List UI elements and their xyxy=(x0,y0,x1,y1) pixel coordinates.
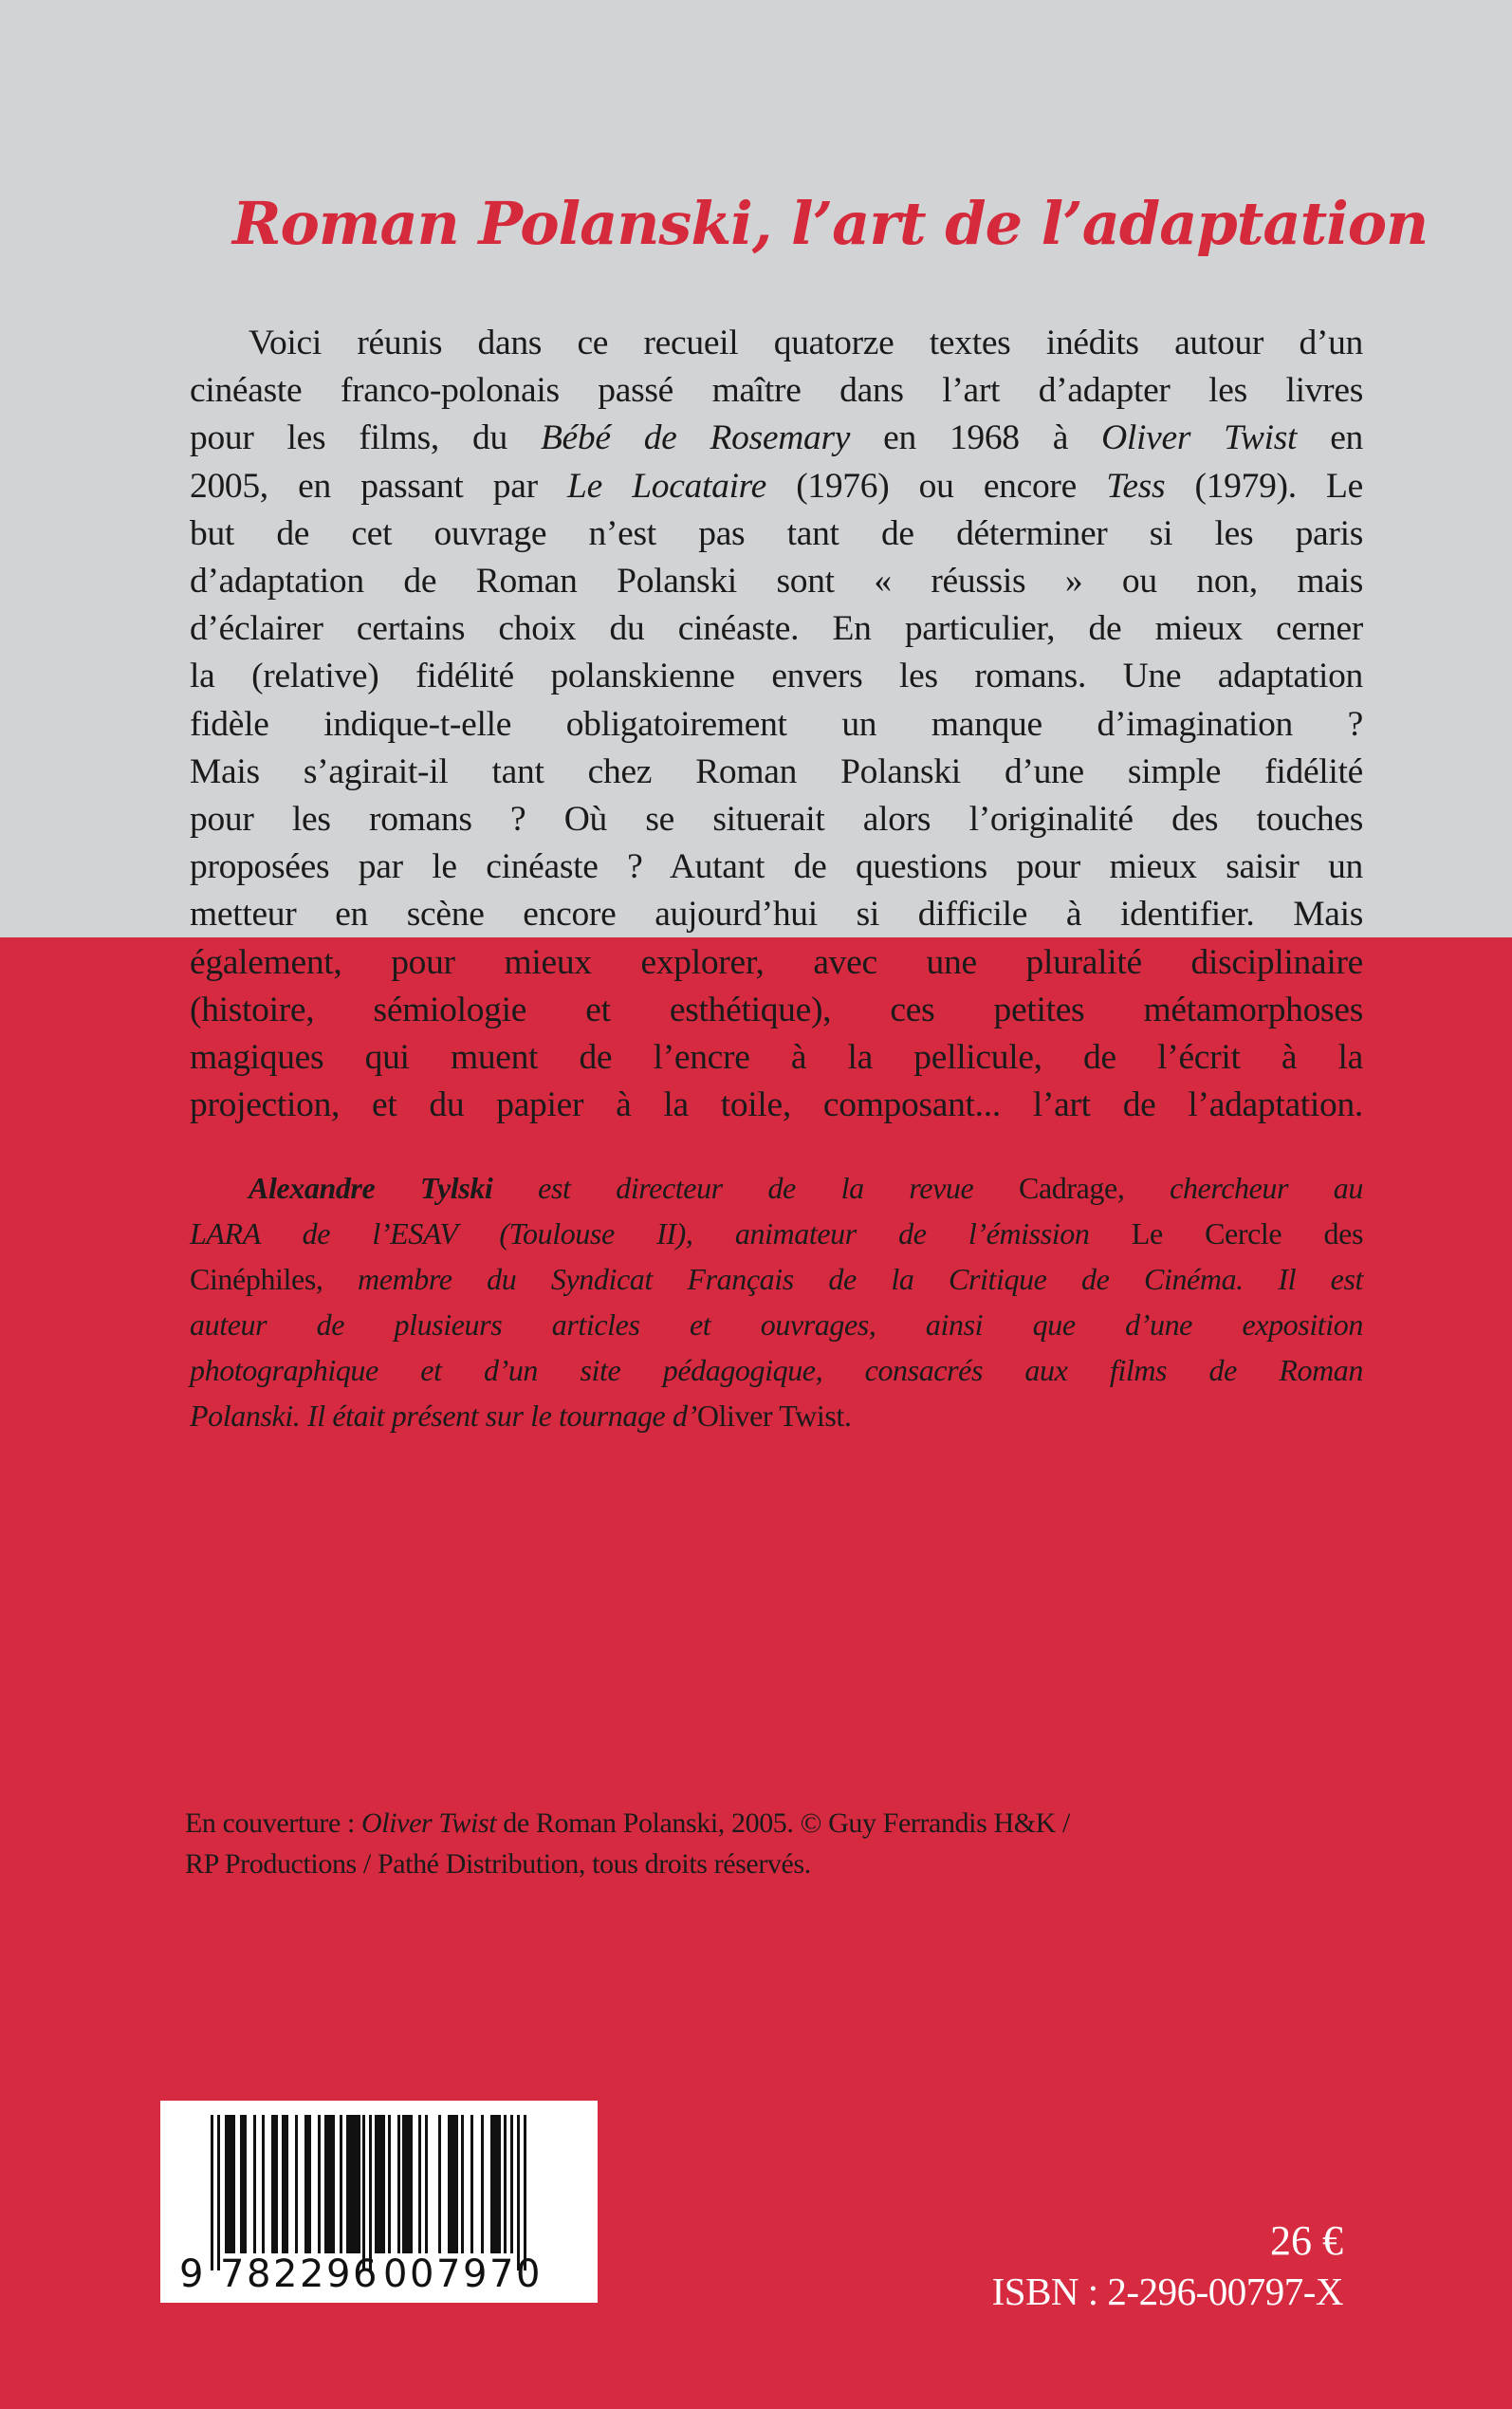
author-bio xyxy=(190,1165,1363,1438)
blurb-line: (histoire, sémiologie et esthétique), ces petites métamorphoses xyxy=(190,990,1363,1029)
cover-credits xyxy=(185,1803,1228,1884)
blurb-line: d’adaptation de Roman Polanski sont « réussis » ou non, mais xyxy=(190,562,1363,602)
film-title: Oliver Twist xyxy=(361,1807,497,1839)
blurb-line: cinéaste franco-polonais passé maître dans l’art d’adapter les livres xyxy=(190,371,1363,411)
blurb-line: Mais s’agirait-il tant chez Roman Polanski d’une simple fidélité xyxy=(190,751,1363,791)
credits-line: RP Productions / Pathé Distribution, tous droits réservés. xyxy=(185,1848,811,1880)
blurb-line: pour les films, du Bébé de Rosemary en 1968 à Oliver Twist en xyxy=(190,418,1364,458)
blurb-line: la (relative) fidélité polanskienne envers les romans. Une adaptation xyxy=(190,657,1363,696)
book-title: Roman Polanski, l’art de l’adaptation xyxy=(232,189,1429,258)
barcode-number: 9 7 8 2 2 9 6 0 0 7 9 7 0 xyxy=(179,2252,541,2296)
blurb-paragraph xyxy=(190,320,1363,1129)
blurb-line: d’éclairer certains choix du cinéaste. En particulier, de mieux cerner xyxy=(190,609,1363,649)
bio-line: LARA de l’ESAV (Toulouse II), animateur de l’émission Le Cercle des xyxy=(190,1216,1363,1251)
blurb-line: but de cet ouvrage n’est pas tant de déterminer si les paris xyxy=(190,513,1363,553)
blurb-line: également, pour mieux explorer, avec une pluralité disciplinaire xyxy=(190,942,1363,982)
blurb-line: fidèle indique-t-elle obligatoirement un manque d’imagination ? xyxy=(190,704,1363,744)
blurb-line: 2005, en passant par Le Locataire (1976) ou encore Tess (1979). Le xyxy=(190,466,1364,506)
film-title: Tess xyxy=(1106,466,1166,506)
bio-line: auteur de plusieurs articles et ouvrages, ainsi que d’une exposition xyxy=(190,1307,1363,1342)
blurb-line: metteur en scène encore aujourd’hui si difficile à identifier. Mais xyxy=(190,895,1363,935)
barcode xyxy=(160,2101,598,2303)
blurb-line: proposées par le cinéaste ? Autant de questions pour mieux saisir un xyxy=(190,847,1363,887)
credits-line: En couverture : Oliver Twist de Roman Polanski, 2005. © Guy Ferrandis H&K / xyxy=(185,1807,1070,1839)
bio-line: photographique et d’un site pédagogique, consacrés aux films de Roman xyxy=(190,1353,1363,1387)
bio-line: Alexandre Tylski est directeur de la revue Cadrage, chercheur au xyxy=(249,1171,1363,1205)
price: 26 € xyxy=(1270,2217,1343,2264)
magazine-name: Cadrage xyxy=(1019,1171,1117,1205)
bio-line: Polanski. Il était présent sur le tournage d’Oliver Twist. xyxy=(190,1399,852,1433)
film-title: Le Locataire xyxy=(567,466,766,506)
film-title: Bébé de Rosemary xyxy=(540,418,851,458)
blurb-line: magiques qui muent de l’encre à la pellicule, de l’écrit à la xyxy=(190,1038,1363,1078)
blurb-line: Voici réunis dans ce recueil quatorze textes inédits autour d’un xyxy=(249,324,1363,362)
author-name: Alexandre Tylski xyxy=(249,1171,493,1205)
blurb-line: pour les romans ? Où se situerait alors l’originalité des touches xyxy=(190,800,1363,840)
bio-line: Cinéphiles, membre du Syndicat Français de la Critique de Cinéma. Il est xyxy=(190,1262,1363,1296)
blurb-line: projection, et du papier à la toile, composant... l’art de l’adaptation. xyxy=(190,1085,1363,1125)
isbn: ISBN : 2-296-00797-X xyxy=(991,2270,1343,2313)
show-name: Le Cercle des xyxy=(1131,1216,1363,1251)
film-title: Oliver Twist xyxy=(1101,418,1298,458)
